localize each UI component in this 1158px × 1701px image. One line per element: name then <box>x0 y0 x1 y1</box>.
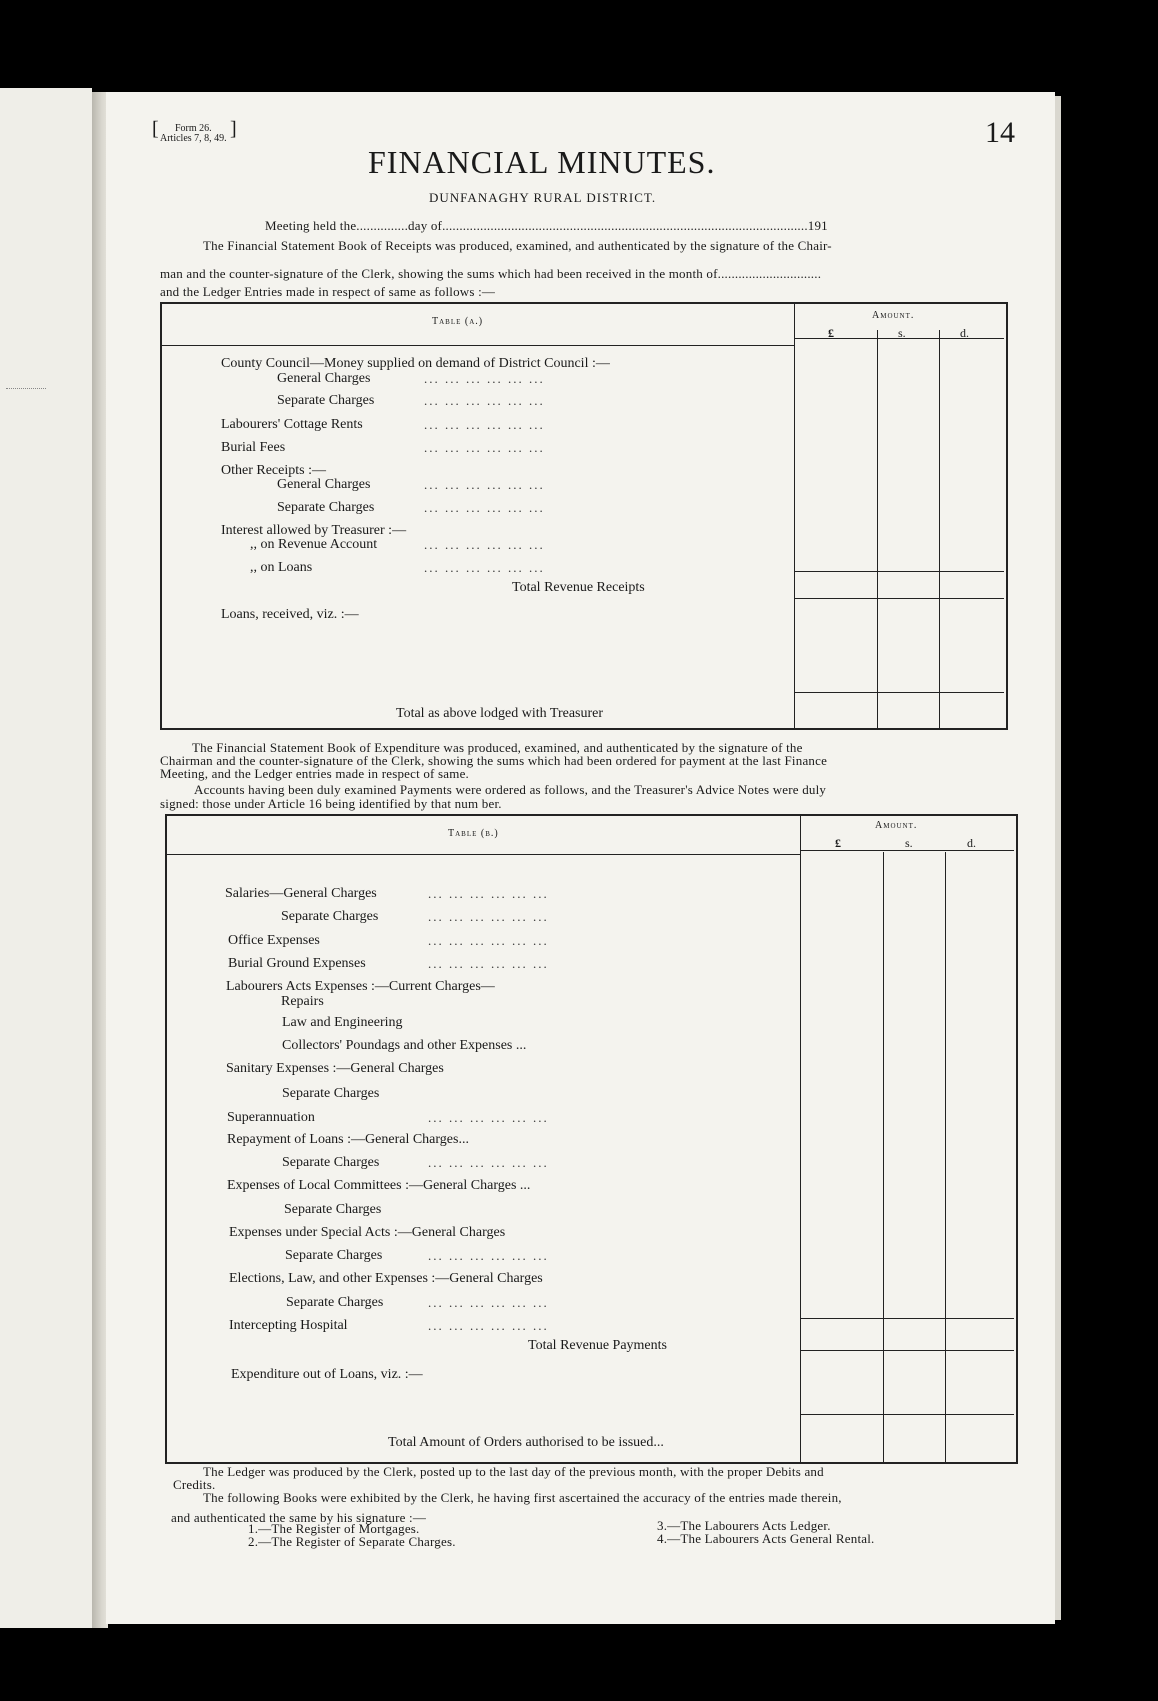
table-b-leader-dots: ... ... ... ... ... ... <box>428 933 549 948</box>
table-a-leader-dots: ... ... ... ... ... ... <box>424 393 545 408</box>
expenditure-text-2: Chairman and the counter-signature of the Clerk, showing the sums which had been ordered for payment at the last Finance <box>160 753 828 768</box>
books-text-2: and authenticated the same by his signature :— <box>171 1510 427 1525</box>
table-b-caption: Table (b.) <box>448 828 499 839</box>
receipts-text-3: and the Ledger Entries made in respect of same as follows :— <box>160 284 496 299</box>
table-a-col-pounds: £ <box>828 326 834 340</box>
table-b-row: Separate Charges <box>286 1295 384 1310</box>
table-b-amount-header: Amount. <box>875 820 918 831</box>
table-b-row: Burial Ground Expenses <box>228 956 366 971</box>
table-b-row: Expenses under Special Acts :—General Charges <box>229 1225 506 1240</box>
table-a-row: Interest allowed by Treasurer :— <box>221 523 407 538</box>
table-b-row: Expenses of Local Committees :—General Charges ... <box>227 1178 531 1193</box>
expenditure-text-5: signed: those under Article 16 being identified by that num ber. <box>160 796 502 811</box>
table-a-row: Burial Fees <box>221 440 286 455</box>
form-articles: Articles 7, 8, 49. <box>160 133 227 144</box>
book-item-1: 1.—The Register of Mortgages. <box>248 1521 420 1536</box>
table-b-row: Expenditure out of Loans, viz. :— <box>231 1367 423 1382</box>
books-text-1: The following Books were exhibited by the Clerk, he having first ascertained the accuracy of the entries made therein, <box>203 1490 842 1505</box>
table-a-leader-dots: ... ... ... ... ... ... <box>424 477 545 492</box>
table-a-amount-divider <box>794 302 795 728</box>
table-b-row: Total Amount of Orders authorised to be issued... <box>388 1435 664 1450</box>
table-b-leader-dots: ... ... ... ... ... ... <box>428 909 549 924</box>
table-a-leader-dots: ... ... ... ... ... ... <box>424 500 545 515</box>
table-b-leader-dots: ... ... ... ... ... ... <box>428 1155 549 1170</box>
ledger-text-2: Credits. <box>173 1477 216 1492</box>
expenditure-text-1: The Financial Statement Book of Expenditure was produced, examined, and authenticated by the signature of the <box>192 740 803 755</box>
table-b-amount-divider <box>800 814 801 1462</box>
expenditure-text-4: Accounts having been duly examined Payments were ordered as follows, and the Treasurer's Advice Notes were duly <box>194 782 827 797</box>
page-title: FINANCIAL MINUTES. <box>368 144 716 180</box>
table-b-subtotal-rule-2 <box>800 1350 1014 1351</box>
table-b-col-pounds: £ <box>835 836 841 850</box>
table-a-row: Total as above lodged with Treasurer <box>396 706 604 721</box>
table-b-row: Intercepting Hospital <box>229 1318 348 1333</box>
table-a-row: Other Receipts :— <box>221 463 326 478</box>
left-page-dots <box>6 388 46 389</box>
table-b-leader-dots: ... ... ... ... ... ... <box>428 1110 549 1125</box>
table-b-row: Sanitary Expenses :—General Charges <box>226 1061 444 1076</box>
table-a-leader-dots: ... ... ... ... ... ... <box>424 371 545 386</box>
table-a-row: General Charges <box>277 477 371 492</box>
table-b-row: Superannuation <box>227 1110 315 1125</box>
table-b-leader-dots: ... ... ... ... ... ... <box>428 1295 549 1310</box>
table-a-subtotal-rule-1 <box>794 571 1004 572</box>
book-item-3: 3.—The Labourers Acts Ledger. <box>657 1518 831 1533</box>
expenditure-text-3: Meeting, and the Ledger entries made in respect of same. <box>160 766 470 781</box>
table-b-col-shillings: s. <box>905 836 913 850</box>
table-a-row: Separate Charges <box>277 393 375 408</box>
table-b-col-divider-1 <box>883 852 884 1462</box>
table-b-row: Office Expenses <box>228 933 320 948</box>
table-b-row: Separate Charges <box>285 1248 383 1263</box>
table-a-amount-header: Amount. <box>872 310 915 321</box>
table-b-row: Separate Charges <box>281 909 379 924</box>
table-a-leader-dots: ... ... ... ... ... ... <box>424 417 545 432</box>
table-a-leader-dots: ... ... ... ... ... ... <box>424 560 545 575</box>
table-a-col-pence: d. <box>960 326 969 340</box>
ledger-text-1: The Ledger was produced by the Clerk, posted up to the last day of the previous month, with the proper Debits and <box>203 1464 824 1479</box>
book-item-2: 2.—The Register of Separate Charges. <box>248 1534 456 1549</box>
table-b-leader-dots: ... ... ... ... ... ... <box>428 956 549 971</box>
table-a-row: General Charges <box>277 371 371 386</box>
left-page <box>0 88 92 1628</box>
table-b-row: Separate Charges <box>282 1086 380 1101</box>
table-b-leader-dots: ... ... ... ... ... ... <box>428 1248 549 1263</box>
table-a-caption: Table (a.) <box>432 316 484 327</box>
form-reference: [ Form 26. Articles 7, 8, 49. ] <box>152 118 237 144</box>
table-a-row: Total Revenue Receipts <box>512 580 645 595</box>
table-b-row: Repairs <box>281 994 324 1009</box>
table-a-col-divider-1 <box>877 330 878 728</box>
table-a-row: County Council—Money supplied on demand of District Council :— <box>221 356 610 371</box>
receipts-text-1: The Financial Statement Book of Receipts was produced, examined, and authenticated by the signature of the Chair- <box>203 238 832 253</box>
table-b-header-rule <box>165 854 800 855</box>
table-a-total-rule <box>794 692 1004 693</box>
table-a-col-divider-2 <box>939 330 940 728</box>
meeting-line: Meeting held the...............day of..........................................................................................................191 <box>265 218 828 233</box>
table-b-row: Salaries—General Charges <box>225 886 377 901</box>
table-a-row: Separate Charges <box>277 500 375 515</box>
receipts-text-2: man and the counter-signature of the Clerk, showing the sums which had been received in the month of.............................. <box>160 266 822 281</box>
table-a-leader-dots: ... ... ... ... ... ... <box>424 440 545 455</box>
table-a-row: Labourers' Cottage Rents <box>221 417 363 432</box>
table-b-row: Elections, Law, and other Expenses :—General Charges <box>229 1271 543 1286</box>
table-b-row: Labourers Acts Expenses :—Current Charges— <box>226 979 495 994</box>
table-b-row: Law and Engineering <box>282 1015 403 1030</box>
table-a-leader-dots: ... ... ... ... ... ... <box>424 537 545 552</box>
table-b-subtotal-rule-1 <box>800 1318 1014 1319</box>
table-a-row: ,, on Revenue Account <box>250 537 378 552</box>
table-b-row: Collectors' Poundags and other Expenses ... <box>282 1038 527 1053</box>
district-name: DUNFANAGHY RURAL DISTRICT. <box>429 190 657 205</box>
table-b-col-pence: d. <box>967 836 976 850</box>
table-a-row: ,, on Loans <box>250 560 313 575</box>
table-b-leader-dots: ... ... ... ... ... ... <box>428 886 549 901</box>
form-number: Form 26. <box>174 123 212 134</box>
table-b-total-rule <box>800 1414 1014 1415</box>
table-a-row: Loans, received, viz. :— <box>221 607 359 622</box>
table-b-row: Separate Charges <box>282 1155 380 1170</box>
table-a-subtotal-rule-2 <box>794 598 1004 599</box>
book-item-4: 4.—The Labourers Acts General Rental. <box>657 1531 875 1546</box>
table-b-col-divider-2 <box>945 852 946 1462</box>
table-a-col-shillings: s. <box>898 326 906 340</box>
page-number: 14 <box>985 116 1015 149</box>
table-b-row: Separate Charges <box>284 1202 382 1217</box>
page-edge <box>1055 96 1061 1620</box>
table-b-leader-dots: ... ... ... ... ... ... <box>428 1318 549 1333</box>
table-b-row: Repayment of Loans :—General Charges... <box>227 1132 469 1147</box>
table-a-header-rule <box>160 345 794 346</box>
table-b-row: Total Revenue Payments <box>528 1338 667 1353</box>
